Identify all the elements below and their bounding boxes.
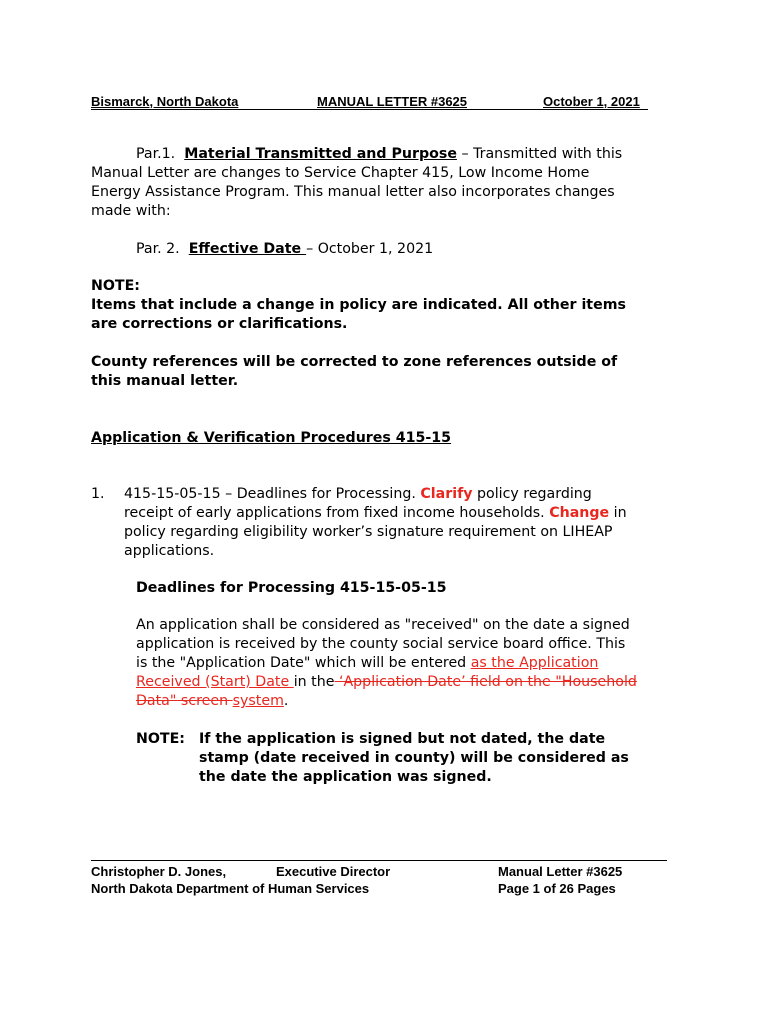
para-line2: application is received by the county social service board office. This	[136, 636, 626, 652]
footer-page-count: Page 1 of 26 Pages	[498, 881, 616, 896]
deletion-text: Data" screen	[136, 693, 233, 709]
par1-line2: Manual Letter are changes to Service Chapter 415, Low Income Home	[91, 165, 590, 181]
insertion-text: Received (Start) Date	[136, 674, 294, 690]
note2-line2: stamp (date received in county) will be considered as	[199, 750, 629, 766]
header-rule	[91, 109, 648, 110]
item1-line1-text: 415-15-05-15 – Deadlines for Processing.	[124, 486, 421, 502]
item1-clarify: Clarify	[420, 486, 473, 502]
header-manual-letter: MANUAL LETTER #3625	[317, 94, 468, 109]
list-item-number: 1.	[91, 486, 105, 502]
note-label: NOTE:	[91, 278, 140, 294]
par2-title: Effective Date	[188, 241, 307, 257]
para-line4-text: in the	[293, 674, 335, 690]
par1-title: Material Transmitted and Purpose	[184, 146, 457, 162]
item1-line3: policy regarding eligibility worker’s signature requirement on LIHEAP	[124, 524, 613, 540]
county-note	[91, 353, 691, 391]
header-date: October 1, 2021	[543, 94, 640, 109]
policy-paragraph	[136, 616, 696, 711]
par1-line4: made with:	[91, 203, 171, 219]
note2-label: NOTE:	[136, 731, 185, 747]
para-line1: An application shall be considered as "received" on the date a signed	[136, 617, 630, 633]
item1-line1-rest: policy regarding	[472, 486, 592, 502]
footer-department: North Dakota Department of Human Services	[91, 881, 370, 896]
note2-line3: the date the application was signed.	[199, 769, 492, 785]
list-item-1	[91, 485, 691, 561]
para-line5-end: .	[283, 693, 289, 709]
item1-change: Change	[549, 505, 610, 521]
footer-rule	[91, 860, 667, 861]
par1-line1-rest: – Transmitted with this	[456, 146, 623, 162]
footer-manual-letter: Manual Letter #3625	[498, 864, 623, 879]
section-heading: Application & Verification Procedures 415-15	[91, 430, 452, 446]
deletion-text: ‘Application Date’ field on the "Household	[334, 674, 637, 690]
para-line3-text: is the "Application Date" which will be entered	[136, 655, 471, 671]
insertion-text: system	[232, 693, 284, 709]
footer-signer-title: Executive Director	[276, 864, 391, 879]
county-note-line2: this manual letter.	[91, 373, 239, 389]
note-2	[136, 730, 696, 787]
par1-prefix: Par.1.	[136, 146, 176, 162]
item1-line2-text: receipt of early applications from fixed income households.	[124, 505, 550, 521]
par1-line3: Energy Assistance Program. This manual letter also incorporates changes	[91, 184, 615, 200]
county-note-line1: County references will be corrected to zone references outside of	[91, 354, 618, 370]
item1-line2-rest: in	[609, 505, 627, 521]
par2-rest: – October 1, 2021	[306, 241, 434, 257]
note-line1: Items that include a change in policy are indicated. All other items	[91, 297, 626, 313]
note-block	[91, 277, 691, 334]
item1-line4: applications.	[124, 543, 215, 559]
note2-line1: If the application is signed but not dated, the date	[199, 731, 606, 747]
note-line2: are corrections or clarifications.	[91, 316, 348, 332]
paragraph-1	[91, 145, 691, 221]
header-location: Bismarck, North Dakota	[91, 94, 239, 109]
footer-signer-name: Christopher D. Jones,	[91, 864, 227, 879]
paragraph-2	[91, 240, 691, 259]
subheading: Deadlines for Processing 415-15-05-15	[136, 580, 447, 596]
par2-prefix: Par. 2.	[136, 241, 180, 257]
insertion-text: as the Application	[470, 655, 599, 671]
